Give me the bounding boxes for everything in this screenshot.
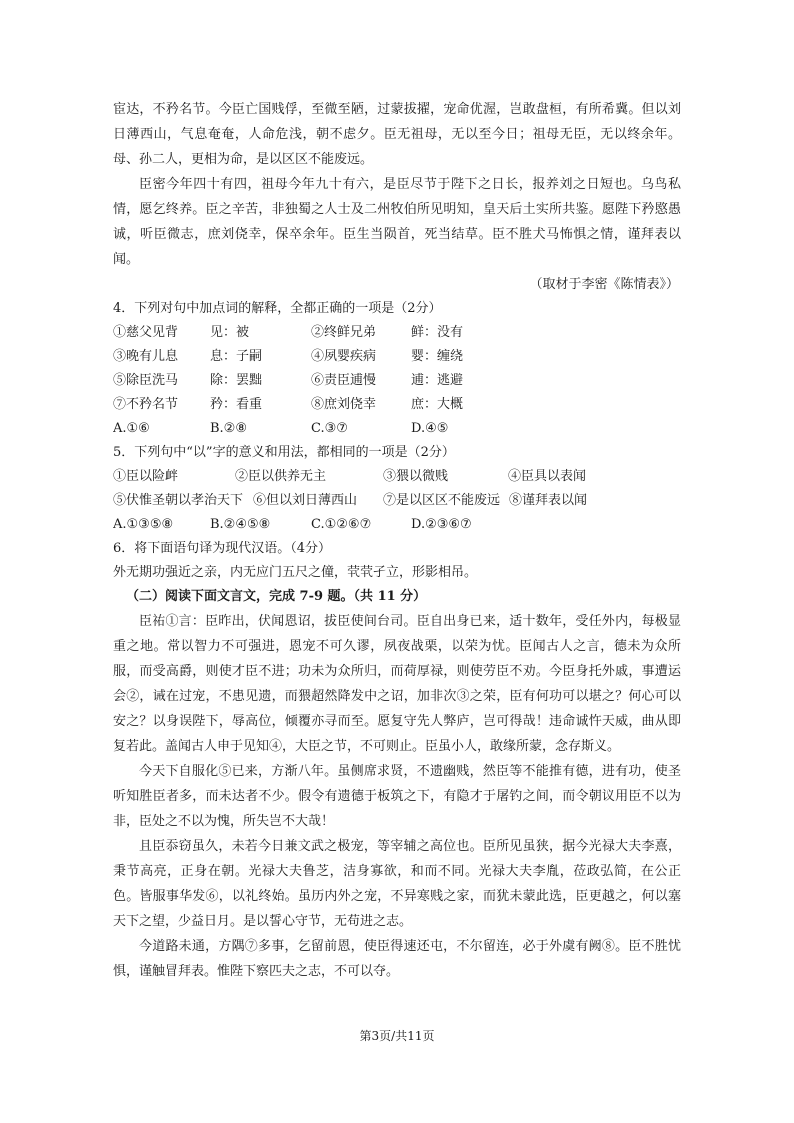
- q5-choice-b: B.②④⑤⑧: [210, 517, 271, 532]
- passage2-paragraph-4: 今道路未通，方隅⑦多事，乞留前恩，使臣得速还屯，不尔留连，必于外虞有阙⑧。臣不胜忧惧，谨触冒拜表。惟陛下察匹夫之志，不可以夺。: [113, 939, 681, 979]
- passage1-source: （取材于李密《陈情表》）: [529, 277, 679, 292]
- q4-explanation: 婴：缠绕: [411, 349, 464, 364]
- q4-explanation: 见：被: [210, 325, 250, 340]
- section-2-title: （二）阅读下面文言文，完成 7-9 题。（共 11 分）: [126, 589, 427, 604]
- q4-explanation: 逋：逃避: [411, 373, 464, 388]
- q4-option: ④夙婴疾病: [311, 349, 377, 364]
- q4-option: ①慈父见背: [113, 325, 179, 340]
- q5-option: ⑧谨拜表以闻: [509, 493, 588, 508]
- q5-option: ⑤伏惟圣朝以孝治天下: [113, 493, 244, 508]
- q4-choice-c: C.③⑦: [311, 421, 348, 436]
- passage1-paragraph-1: 宦达，不矜名节。今臣亡国贱俘，至微至陋，过蒙拔擢，宠命优渥，岂敢盘桓，有所希冀。但以刘日薄西山，气息奄奄，人命危浅，朝不虑夕。臣无祖母，无以至今日；祖母无臣，无以终余年。母、孙二人，更相为命，是以区区不能废远。: [113, 102, 681, 167]
- q5-choice-d: D.②③⑥⑦: [411, 517, 472, 532]
- q4-option: ③晚有儿息: [113, 349, 179, 364]
- question-4-row-2: [113, 345, 681, 369]
- question-4-row-4: [113, 393, 681, 417]
- passage2-paragraph-1: 臣祐①言：臣昨出，伏闻恩诏，拔臣使间台司。臣自出身已来，适十数年，受任外内，每极显重之地。常以智力不可强进，恩宠不可久谬，夙夜战栗，以荣为忧。臣闻古人之言，德未为众所服，而受高爵，则使才臣不进；功未为众所归，而荷厚禄，则使劳臣不劝。今臣身托外戚，事遭运会②，诫在过宠，不患见遗，而猥超然降发中之诏，加非次③之荣，臣有何功可以堪之？何心可以安之？以身误陛下，辱高位，倾覆亦寻而至。愿复守先人弊庐，岂可得哉！违命诚忤天威，曲从即复若此。盖闻古人申于见知④，大臣之节，不可则止。臣虽小人，敢缘所蒙，念存斯义。: [113, 614, 681, 754]
- q4-option: ⑥责臣逋慢: [311, 373, 377, 388]
- q4-explanation: 鲜：没有: [411, 325, 464, 340]
- q5-option: ①臣以险衅: [113, 469, 179, 484]
- q5-choice-c: C.①②⑥⑦: [311, 517, 372, 532]
- q4-explanation: 除：罢黜: [210, 373, 263, 388]
- q5-option: ②臣以供养无主: [235, 469, 327, 484]
- q4-option: ⑤除臣洗马: [113, 373, 179, 388]
- passage1-paragraph-2: 臣密今年四十有四，祖母今年九十有六，是臣尽节于陛下之日长，报养刘之日短也。乌鸟私情，愿乞终养。臣之辛苦，非独蜀之人士及二州牧伯所见明知，皇天后土实所共鉴。愿陛下矜愍愚诚，听臣微志，庶刘侥幸，保卒余年。臣生当陨首，死当结草。臣不胜犬马怖惧之情，谨拜表以闻。: [113, 177, 681, 267]
- passage2-paragraph-3: 且臣忝窃虽久，未若今日兼文武之极宠，等宰辅之高位也。臣所见虽狭，据今光禄大夫李熹，秉节高亮，正身在朝。光禄大夫鲁芝，洁身寡欲，和而不同。光禄大夫李胤，莅政弘简，在公正色。皆服事华发⑥，以礼终始。虽历内外之宠，不异寒贱之家，而犹未蒙此选，臣更越之，何以塞天下之望，少益日月。是以誓心守节，无苟进之志。: [113, 839, 681, 929]
- question-6-stem: 6．将下面语句译为现代汉语。（4分）: [113, 541, 332, 556]
- q5-option: ⑦是以区区不能废远: [383, 493, 501, 508]
- q4-option: ②终鲜兄弟: [311, 325, 377, 340]
- question-5-row-1: [113, 465, 681, 489]
- q4-option: ⑧庶刘侥幸: [311, 397, 377, 412]
- q4-explanation: 矜：看重: [210, 397, 263, 412]
- question-5-stem: 5．下列句中“以”字的意义和用法，都相同的一项是（2分）: [113, 445, 455, 460]
- q5-option: ⑥但以刘日薄西山: [253, 493, 358, 508]
- q5-option: ③猥以微贱: [383, 469, 449, 484]
- q5-option: ④臣具以表闻: [508, 469, 587, 484]
- q5-choice-a: A.①③⑤⑧: [113, 517, 174, 532]
- question-5-row-2: [113, 489, 681, 513]
- question-6-sentence: 外无期功强近之亲，内无应门五尺之僮，茕茕孑立，形影相吊。: [113, 565, 478, 580]
- q4-choice-d: D.④⑤: [411, 421, 449, 436]
- question-5-choices: [113, 513, 681, 537]
- q4-explanation: 庶：大概: [411, 397, 464, 412]
- page-content: [113, 97, 681, 984]
- q4-explanation: 息：子嗣: [210, 349, 263, 364]
- q4-choice-a: A.①⑥: [113, 421, 150, 436]
- passage2-paragraph-2: 今天下自服化⑤已来，方渐八年。虽侧席求贤，不遗幽贱，然臣等不能推有德，进有功，使圣听知胜臣者多，而未达者不少。假令有遗德于板筑之下，有隐才于屠钓之间，而令朝议用臣不以为非，臣处之不以为愧，所失岂不大哉！: [113, 764, 681, 829]
- question-4-row-1: [113, 321, 681, 345]
- question-4-row-3: [113, 369, 681, 393]
- question-4-choices: [113, 417, 681, 441]
- q4-choice-b: B.②⑧: [210, 421, 247, 436]
- q4-option: ⑦不矜名节: [113, 397, 179, 412]
- page-number: 第3页/共11页: [359, 1029, 435, 1043]
- question-4-stem: 4．下列对句中加点词的解释，全都正确的一项是（2分）: [113, 301, 442, 316]
